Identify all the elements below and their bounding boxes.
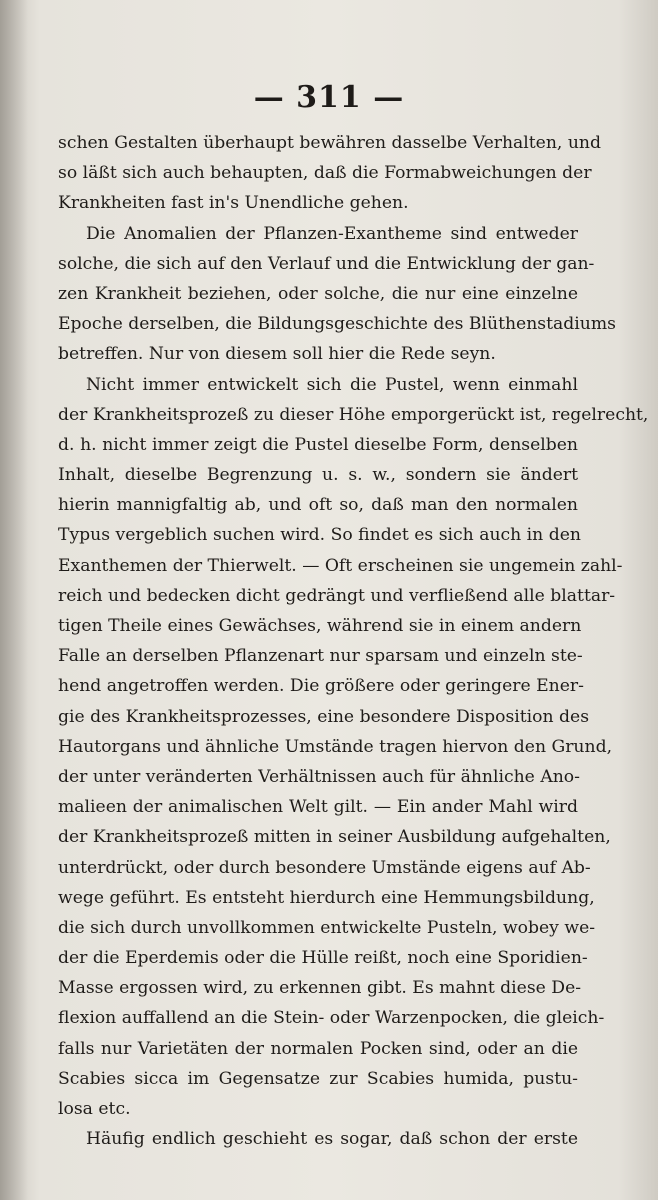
text-line: Die Anomalien der Pflanzen-Exantheme sind entweder <box>86 223 578 244</box>
text-line: falls nur Varietäten der normalen Pocken sind, oder an die <box>58 1038 578 1059</box>
text-line: losa etc. <box>58 1099 131 1119</box>
text-line: solche, die sich auf den Verlauf und die Entwicklung der gan- <box>58 253 595 274</box>
text-line: d. h. nicht immer zeigt die Pustel dieselbe Form, denselben <box>58 434 578 455</box>
text-line: der unter veränderten Verhältnissen auch für ähnliche Ano- <box>58 766 580 787</box>
text-line: hierin mannigfaltig ab, und oft so, daß man den normalen <box>58 495 578 516</box>
text-line: Exanthemen der Thierwelt. — Oft erscheinen sie ungemein zahl- <box>58 555 623 576</box>
text-line: wege geführt. Es entsteht hierdurch eine Hemmungsbildung, <box>58 887 595 908</box>
text-line: schen Gestalten überhaupt bewähren dasselbe Verhalten, und <box>58 133 601 153</box>
text-line: unterdrückt, oder durch besondere Umstände eigens auf Ab- <box>58 857 591 878</box>
text-line: betreffen. Nur von diesem soll hier die Rede seyn. <box>58 344 496 365</box>
text-line: Scabies sicca im Gegensatze zur Scabies humida, pustu- <box>58 1068 578 1089</box>
text-line: Nicht immer entwickelt sich die Pustel, wenn einmahl <box>86 374 578 395</box>
page-number: — 311 — <box>253 80 405 115</box>
text-line: hend angetroffen werden. Die größere oder geringere Ener- <box>58 676 584 697</box>
binding-shadow <box>0 0 28 1200</box>
text-line: Masse ergossen wird, zu erkennen gibt. Es mahnt diese De- <box>58 978 582 999</box>
text-line: so läßt sich auch behaupten, daß die Formabweichungen der <box>58 163 592 184</box>
body-text <box>58 128 649 1154</box>
text-line: der die Eperdemis oder die Hülle reißt, noch eine Sporidien- <box>58 948 588 969</box>
text-line: Häufig endlich geschieht es sogar, daß schon der erste <box>86 1129 578 1150</box>
text-line: Epoche derselben, die Bildungsgeschichte des Blüthenstadiums <box>58 314 616 335</box>
text-line: Inhalt, dieselbe Begrenzung u. s. w., sondern sie ändert <box>58 465 578 486</box>
text-line: Krankheiten fast in's Unendliche gehen. <box>58 193 409 214</box>
text-line: die sich durch unvollkommen entwickelte Pusteln, wobey we- <box>58 917 596 938</box>
text-line: zen Krankheit beziehen, oder solche, die nur eine einzelne <box>58 283 578 304</box>
text-line: tigen Theile eines Gewächses, während sie in einem andern <box>58 616 582 636</box>
text-line: gie des Krankheitsprozesses, eine besondere Disposition des <box>58 706 590 727</box>
text-line: Typus vergeblich suchen wird. So findet es sich auch in den <box>58 525 581 546</box>
text-line: malieen der animalischen Welt gilt. — Ein ander Mahl wird <box>58 797 578 818</box>
text-line: Hautorgans und ähnliche Umstände tragen hiervon den Grund, <box>58 736 613 757</box>
text-line: der Krankheitsprozeß mitten in seiner Ausbildung aufgehalten, <box>58 827 611 848</box>
text-line: Falle an derselben Pflanzenart nur sparsam und einzeln ste- <box>58 646 583 667</box>
text-line: der Krankheitsprozeß zu dieser Höhe emporgerückt ist, regelrecht, <box>58 404 649 425</box>
text-line: reich und bedecken dicht gedrängt und verfließend alle blattar- <box>58 585 616 606</box>
text-line: flexion auffallend an die Stein- oder Warzenpocken, die gleich- <box>58 1008 605 1029</box>
